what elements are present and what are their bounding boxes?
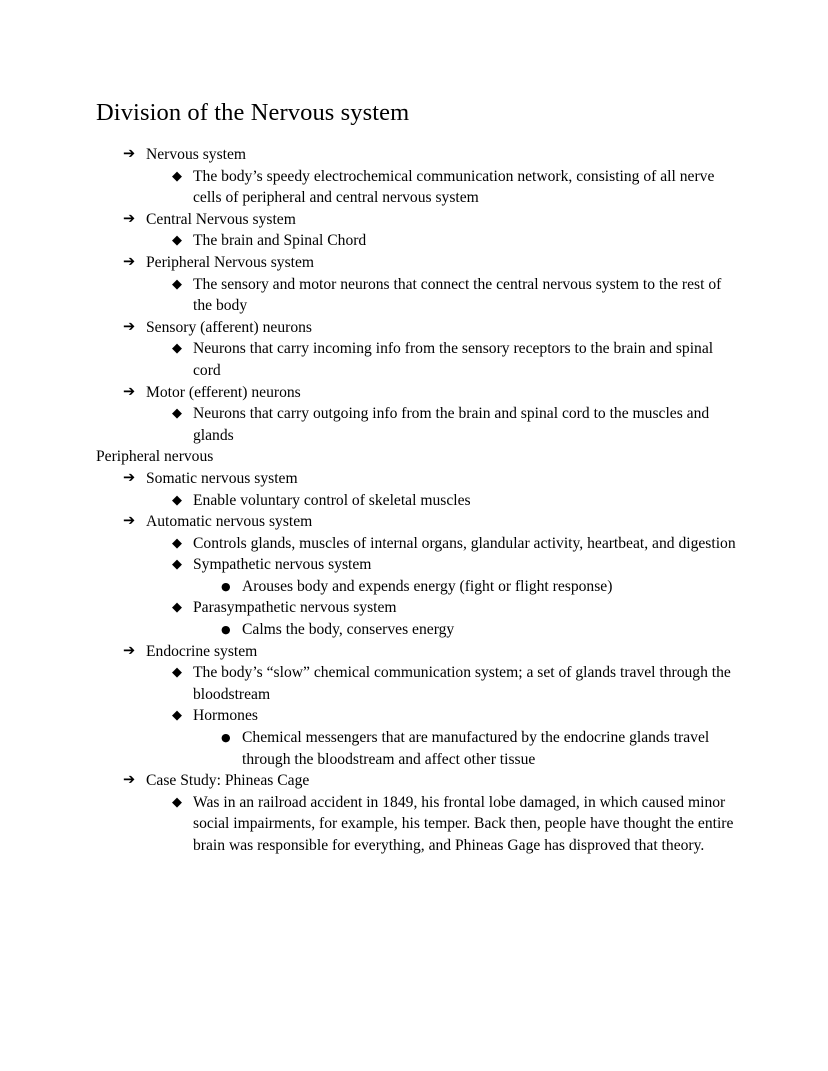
outline-item-text: The brain and Spinal Chord (193, 232, 367, 250)
outline-item-level-2 (172, 274, 736, 317)
outline-item-text: Central Nervous system (146, 210, 296, 228)
outline-item-level-2 (172, 554, 736, 576)
outline-list (96, 144, 736, 857)
outline-item-text: Automatic nervous system (146, 513, 313, 531)
diamond-bullet-icon: ◆ (172, 341, 182, 357)
diamond-bullet-icon: ◆ (172, 535, 182, 551)
outline-item-level-1 (123, 382, 736, 404)
outline-item-text: Enable voluntary control of skeletal muscles (193, 491, 471, 509)
outline-item-level-1 (123, 209, 736, 231)
outline-item-level-2 (172, 403, 736, 446)
diamond-bullet-icon: ◆ (172, 794, 182, 810)
diamond-bullet-icon: ◆ (172, 233, 182, 249)
outline-item-level-2 (172, 230, 736, 252)
outline-item-level-2 (172, 533, 736, 555)
outline-item-level-2 (172, 166, 736, 209)
outline-item-level-2 (172, 705, 736, 727)
outline-item-text: The body’s speedy electrochemical communication network, consisting of all nerve cells of peripheral and central nervous system (193, 167, 715, 207)
outline-item-text: Controls glands, muscles of internal organs, glandular activity, heartbeat, and digestion (193, 534, 736, 552)
outline-item-text: Hormones (193, 707, 258, 725)
outline-item-text: Nervous system (146, 146, 247, 163)
arrow-bullet-icon: ➔ (123, 146, 136, 162)
outline-item-text: Sensory (afferent) neurons (146, 318, 312, 336)
arrow-bullet-icon: ➔ (123, 642, 136, 659)
outline-item-level-1 (123, 770, 736, 792)
outline-item-level-2 (172, 792, 736, 857)
outline-item-level-3 (221, 576, 736, 598)
diamond-bullet-icon: ◆ (172, 600, 182, 616)
arrow-bullet-icon: ➔ (123, 253, 136, 270)
outline-item-text: Peripheral nervous (96, 448, 214, 466)
arrow-bullet-icon: ➔ (123, 469, 136, 486)
arrow-bullet-icon: ➔ (123, 513, 136, 530)
outline-item-text: Parasympathetic nervous system (193, 599, 397, 617)
outline-item-level-2 (172, 490, 736, 512)
arrow-bullet-icon: ➔ (123, 772, 136, 789)
disc-bullet-icon: ● (221, 623, 231, 637)
diamond-bullet-icon: ◆ (172, 168, 182, 184)
outline-plain-line (96, 446, 736, 468)
outline-item-level-3 (221, 727, 736, 770)
outline-item-level-2 (172, 597, 736, 619)
outline-item-text: Peripheral Nervous system (146, 253, 315, 271)
document-body (96, 98, 736, 857)
outline-item-level-1 (123, 144, 736, 166)
diamond-bullet-icon: ◆ (172, 557, 182, 573)
outline-item-text: Calms the body, conserves energy (242, 621, 455, 639)
outline-item-text: Motor (efferent) neurons (146, 383, 301, 401)
outline-item-level-1 (123, 317, 736, 339)
arrow-bullet-icon: ➔ (123, 210, 136, 227)
outline-item-level-1 (123, 252, 736, 274)
arrow-bullet-icon: ➔ (123, 318, 136, 335)
outline-item-text: Chemical messengers that are manufactured by the endocrine glands travel through the bloodstream and affect other tissue (242, 729, 710, 768)
outline-item-text: Was in an railroad accident in 1849, his frontal lobe damaged, in which caused minor social impairments, for example, his temper. Back then, people have thought the entire brain was responsible for everything, and Phineas Gage has disproved that theory. (193, 793, 734, 854)
diamond-bullet-icon: ◆ (172, 665, 182, 681)
outline-item-level-3 (221, 619, 736, 641)
outline-item-level-2 (172, 662, 736, 705)
outline-item-text: Arouses body and expends energy (fight or flight response) (242, 577, 613, 595)
outline-item-text: The body’s “slow” chemical communication system; a set of glands travel through the bloodstream (193, 664, 731, 703)
outline-item-text: Somatic nervous system (146, 469, 298, 487)
diamond-bullet-icon: ◆ (172, 708, 182, 724)
outline-item-level-2 (172, 338, 736, 381)
diamond-bullet-icon: ◆ (172, 276, 182, 292)
outline-item-text: The sensory and motor neurons that connect the central nervous system to the rest of the body (193, 275, 722, 315)
outline-item-level-1 (123, 511, 736, 533)
diamond-bullet-icon: ◆ (172, 406, 182, 422)
outline-item-level-1 (123, 468, 736, 490)
page-title: Division of the Nervous system (96, 99, 410, 126)
diamond-bullet-icon: ◆ (172, 492, 182, 508)
disc-bullet-icon: ● (221, 579, 231, 593)
outline-item-level-1 (123, 641, 736, 663)
disc-bullet-icon: ● (221, 731, 231, 745)
outline-item-text: Sympathetic nervous system (193, 556, 372, 574)
outline-item-text: Case Study: Phineas Cage (146, 772, 310, 790)
outline-item-text: Endocrine system (146, 642, 258, 660)
outline-item-text: Neurons that carry incoming info from the sensory receptors to the brain and spinal cord (193, 340, 714, 379)
outline-item-text: Neurons that carry outgoing info from the brain and spinal cord to the muscles and glands (193, 405, 710, 444)
arrow-bullet-icon: ➔ (123, 383, 136, 400)
